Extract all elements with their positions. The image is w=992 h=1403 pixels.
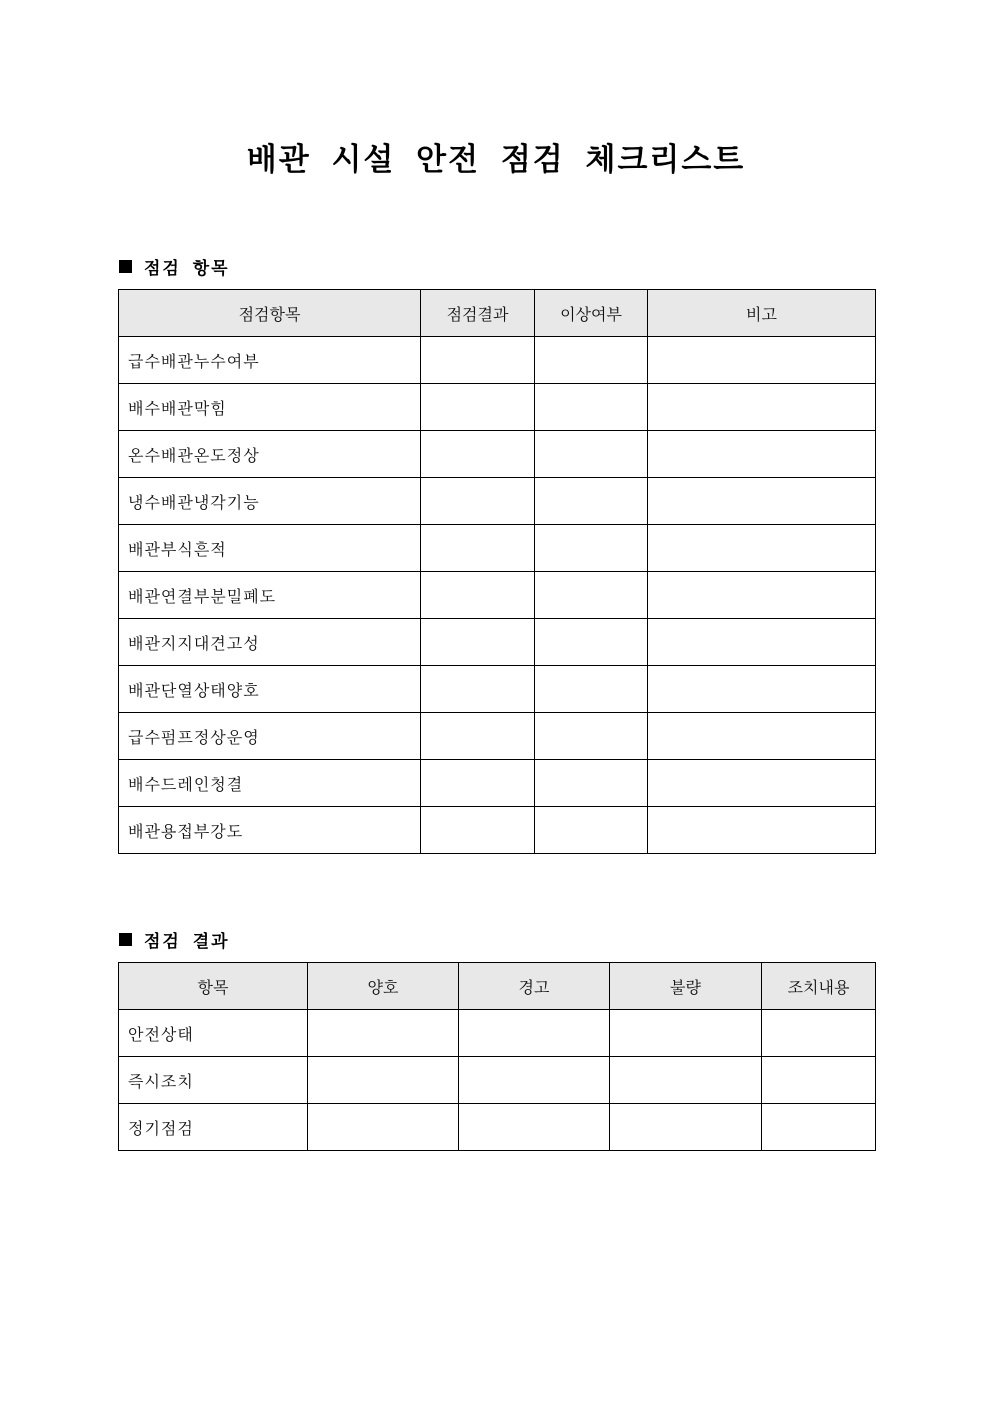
section-heading-inspection-results bbox=[119, 927, 230, 952]
table-row bbox=[119, 1104, 876, 1151]
square-bullet-icon bbox=[119, 933, 132, 946]
abnormal-cell[interactable] bbox=[535, 619, 648, 666]
abnormal-cell[interactable] bbox=[535, 431, 648, 478]
item-label: 배수배관막힘 bbox=[119, 384, 421, 431]
result-cell[interactable] bbox=[421, 478, 535, 525]
table-row bbox=[119, 478, 876, 525]
item-label: 안전상태 bbox=[119, 1010, 308, 1057]
note-cell[interactable] bbox=[648, 478, 876, 525]
abnormal-cell[interactable] bbox=[535, 384, 648, 431]
abnormal-cell[interactable] bbox=[535, 760, 648, 807]
table-row bbox=[119, 619, 876, 666]
note-cell[interactable] bbox=[648, 713, 876, 760]
item-label: 배관부식흔적 bbox=[119, 525, 421, 572]
inspection-results-table bbox=[118, 962, 876, 1151]
column-header-note: 비고 bbox=[648, 290, 876, 337]
column-header-warning: 경고 bbox=[459, 963, 610, 1010]
note-cell[interactable] bbox=[648, 619, 876, 666]
section-heading-text: 점검 결과 bbox=[144, 932, 230, 952]
good-cell[interactable] bbox=[308, 1104, 459, 1151]
inspection-items-table bbox=[118, 289, 876, 854]
page-title: 배관 시설 안전 점검 체크리스트 bbox=[246, 142, 746, 178]
note-cell[interactable] bbox=[648, 525, 876, 572]
item-label: 정기점검 bbox=[119, 1104, 308, 1151]
square-bullet-icon bbox=[119, 260, 132, 273]
table-row bbox=[119, 760, 876, 807]
note-cell[interactable] bbox=[648, 807, 876, 854]
abnormal-cell[interactable] bbox=[535, 807, 648, 854]
warning-cell[interactable] bbox=[459, 1104, 610, 1151]
table-row bbox=[119, 713, 876, 760]
column-header-result: 점검결과 bbox=[421, 290, 535, 337]
section-heading-inspection-items bbox=[119, 254, 230, 279]
result-cell[interactable] bbox=[421, 619, 535, 666]
result-cell[interactable] bbox=[421, 384, 535, 431]
item-label: 냉수배관냉각기능 bbox=[119, 478, 421, 525]
table-row bbox=[119, 1010, 876, 1057]
column-header-item: 점검항목 bbox=[119, 290, 421, 337]
abnormal-cell[interactable] bbox=[535, 478, 648, 525]
action-cell[interactable] bbox=[762, 1010, 876, 1057]
item-label: 배관단열상태양호 bbox=[119, 666, 421, 713]
abnormal-cell[interactable] bbox=[535, 666, 648, 713]
bad-cell[interactable] bbox=[610, 1104, 762, 1151]
warning-cell[interactable] bbox=[459, 1010, 610, 1057]
note-cell[interactable] bbox=[648, 760, 876, 807]
table-row bbox=[119, 572, 876, 619]
column-header-action: 조치내용 bbox=[762, 963, 876, 1010]
item-label: 즉시조치 bbox=[119, 1057, 308, 1104]
result-cell[interactable] bbox=[421, 337, 535, 384]
result-cell[interactable] bbox=[421, 807, 535, 854]
table-header-row bbox=[119, 963, 876, 1010]
abnormal-cell[interactable] bbox=[535, 572, 648, 619]
table-row bbox=[119, 666, 876, 713]
table-row bbox=[119, 431, 876, 478]
result-cell[interactable] bbox=[421, 572, 535, 619]
note-cell[interactable] bbox=[648, 666, 876, 713]
table-row bbox=[119, 337, 876, 384]
note-cell[interactable] bbox=[648, 337, 876, 384]
item-label: 온수배관온도정상 bbox=[119, 431, 421, 478]
note-cell[interactable] bbox=[648, 431, 876, 478]
result-cell[interactable] bbox=[421, 666, 535, 713]
column-header-good: 양호 bbox=[308, 963, 459, 1010]
table-row bbox=[119, 1057, 876, 1104]
result-cell[interactable] bbox=[421, 760, 535, 807]
item-label: 급수펌프정상운영 bbox=[119, 713, 421, 760]
table-row bbox=[119, 525, 876, 572]
good-cell[interactable] bbox=[308, 1057, 459, 1104]
result-cell[interactable] bbox=[421, 431, 535, 478]
note-cell[interactable] bbox=[648, 384, 876, 431]
item-label: 배관용접부강도 bbox=[119, 807, 421, 854]
table-header-row bbox=[119, 290, 876, 337]
action-cell[interactable] bbox=[762, 1104, 876, 1151]
section-heading-text: 점검 항목 bbox=[144, 259, 230, 279]
column-header-abnormal: 이상여부 bbox=[535, 290, 648, 337]
column-header-item: 항목 bbox=[119, 963, 308, 1010]
result-cell[interactable] bbox=[421, 713, 535, 760]
result-cell[interactable] bbox=[421, 525, 535, 572]
bad-cell[interactable] bbox=[610, 1057, 762, 1104]
bad-cell[interactable] bbox=[610, 1010, 762, 1057]
table-row bbox=[119, 807, 876, 854]
table-row bbox=[119, 384, 876, 431]
column-header-bad: 불량 bbox=[610, 963, 762, 1010]
warning-cell[interactable] bbox=[459, 1057, 610, 1104]
abnormal-cell[interactable] bbox=[535, 337, 648, 384]
item-label: 배관지지대견고성 bbox=[119, 619, 421, 666]
abnormal-cell[interactable] bbox=[535, 713, 648, 760]
item-label: 배관연결부분밀폐도 bbox=[119, 572, 421, 619]
note-cell[interactable] bbox=[648, 572, 876, 619]
item-label: 급수배관누수여부 bbox=[119, 337, 421, 384]
action-cell[interactable] bbox=[762, 1057, 876, 1104]
item-label: 배수드레인청결 bbox=[119, 760, 421, 807]
abnormal-cell[interactable] bbox=[535, 525, 648, 572]
good-cell[interactable] bbox=[308, 1010, 459, 1057]
